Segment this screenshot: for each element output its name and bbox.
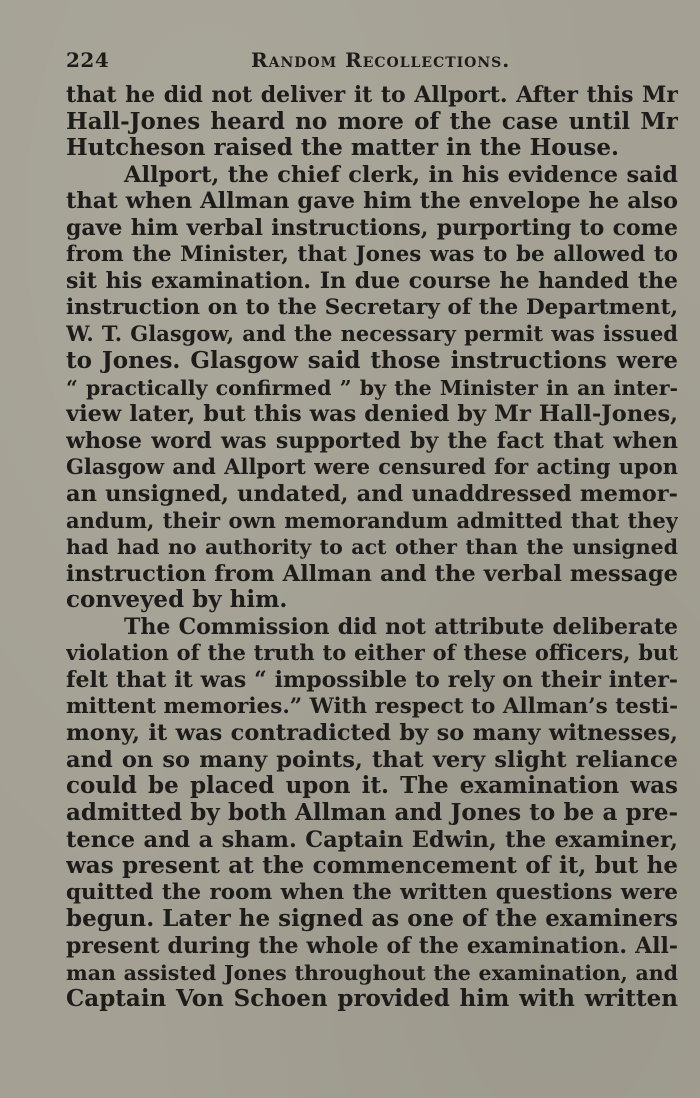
text-line: mony, it was contradicted by so many witnesses, — [66, 720, 678, 747]
text-line: instruction from Allman and the verbal message — [66, 560, 678, 587]
text-line: “ practically confirmed ” by the Minister in an inter- — [66, 375, 678, 400]
text-line: could be placed upon it. The examination was — [66, 773, 678, 800]
text-line: andum, their own memorandum admitted that they — [66, 507, 678, 533]
text-line: that when Allman gave him the envelope he also — [66, 188, 678, 215]
text-line: man assisted Jones throughout the examination, and — [66, 960, 678, 985]
paragraph-start-line: Allport, the chief clerk, in his evidence said — [124, 161, 678, 188]
text-line: gave him verbal instructions, purporting to come — [66, 214, 678, 241]
text-line: was present at the commencement of it, but he — [66, 853, 678, 880]
text-line: Captain Von Schoen provided him with written — [66, 986, 678, 1013]
text-line: violation of the truth to either of these officers, but — [66, 640, 678, 666]
text-line: W. T. Glasgow, and the necessary permit was issued — [66, 321, 678, 347]
text-line: from the Minister, that Jones was to be allowed to — [66, 241, 678, 267]
page-header — [66, 44, 678, 74]
text-line: felt that it was “ impossible to rely on their inter- — [66, 667, 678, 694]
text-line: conveyed by him. — [66, 587, 288, 614]
text-line: an unsigned, undated, and unaddressed memor- — [66, 480, 678, 507]
text-line: sit his examination. In due course he handed the — [66, 268, 678, 295]
text-line: and on so many points, that very slight reliance — [66, 746, 678, 773]
text-line: quitted the room when the written questions were — [66, 879, 678, 905]
text-line: begun. Later he signed as one of the examiners — [66, 906, 678, 933]
text-line: Hall-Jones heard no more of the case until Mr — [66, 108, 678, 135]
text-line: instruction on to the Secretary of the Department, — [66, 294, 678, 320]
text-line: present during the whole of the examination. All- — [66, 933, 678, 959]
text-line: Glasgow and Allport were censured for acting upon — [66, 454, 678, 480]
text-line: admitted by both Allman and Jones to be a pre- — [66, 800, 678, 827]
body-text — [66, 82, 678, 1013]
paragraph-start-line: The Commission did not attribute deliberate — [124, 613, 678, 640]
text-line: to Jones. Glasgow said those instructions were — [66, 347, 678, 374]
text-line: that he did not deliver it to Allport. After this Mr — [66, 82, 678, 108]
page-number: 224 — [66, 48, 110, 72]
running-head: Random Recollections. — [251, 48, 511, 72]
text-line: mittent memories.” With respect to Allman’s testi- — [66, 693, 678, 719]
text-line: Hutcheson raised the matter in the House. — [66, 135, 619, 162]
text-line: tence and a sham. Captain Edwin, the examiner, — [66, 826, 678, 853]
text-line: view later, but this was denied by Mr Hall-Jones, — [66, 401, 678, 428]
text-line: had had no authority to act other than the unsigned — [66, 535, 678, 560]
text-line: whose word was supported by the fact that when — [66, 427, 678, 454]
